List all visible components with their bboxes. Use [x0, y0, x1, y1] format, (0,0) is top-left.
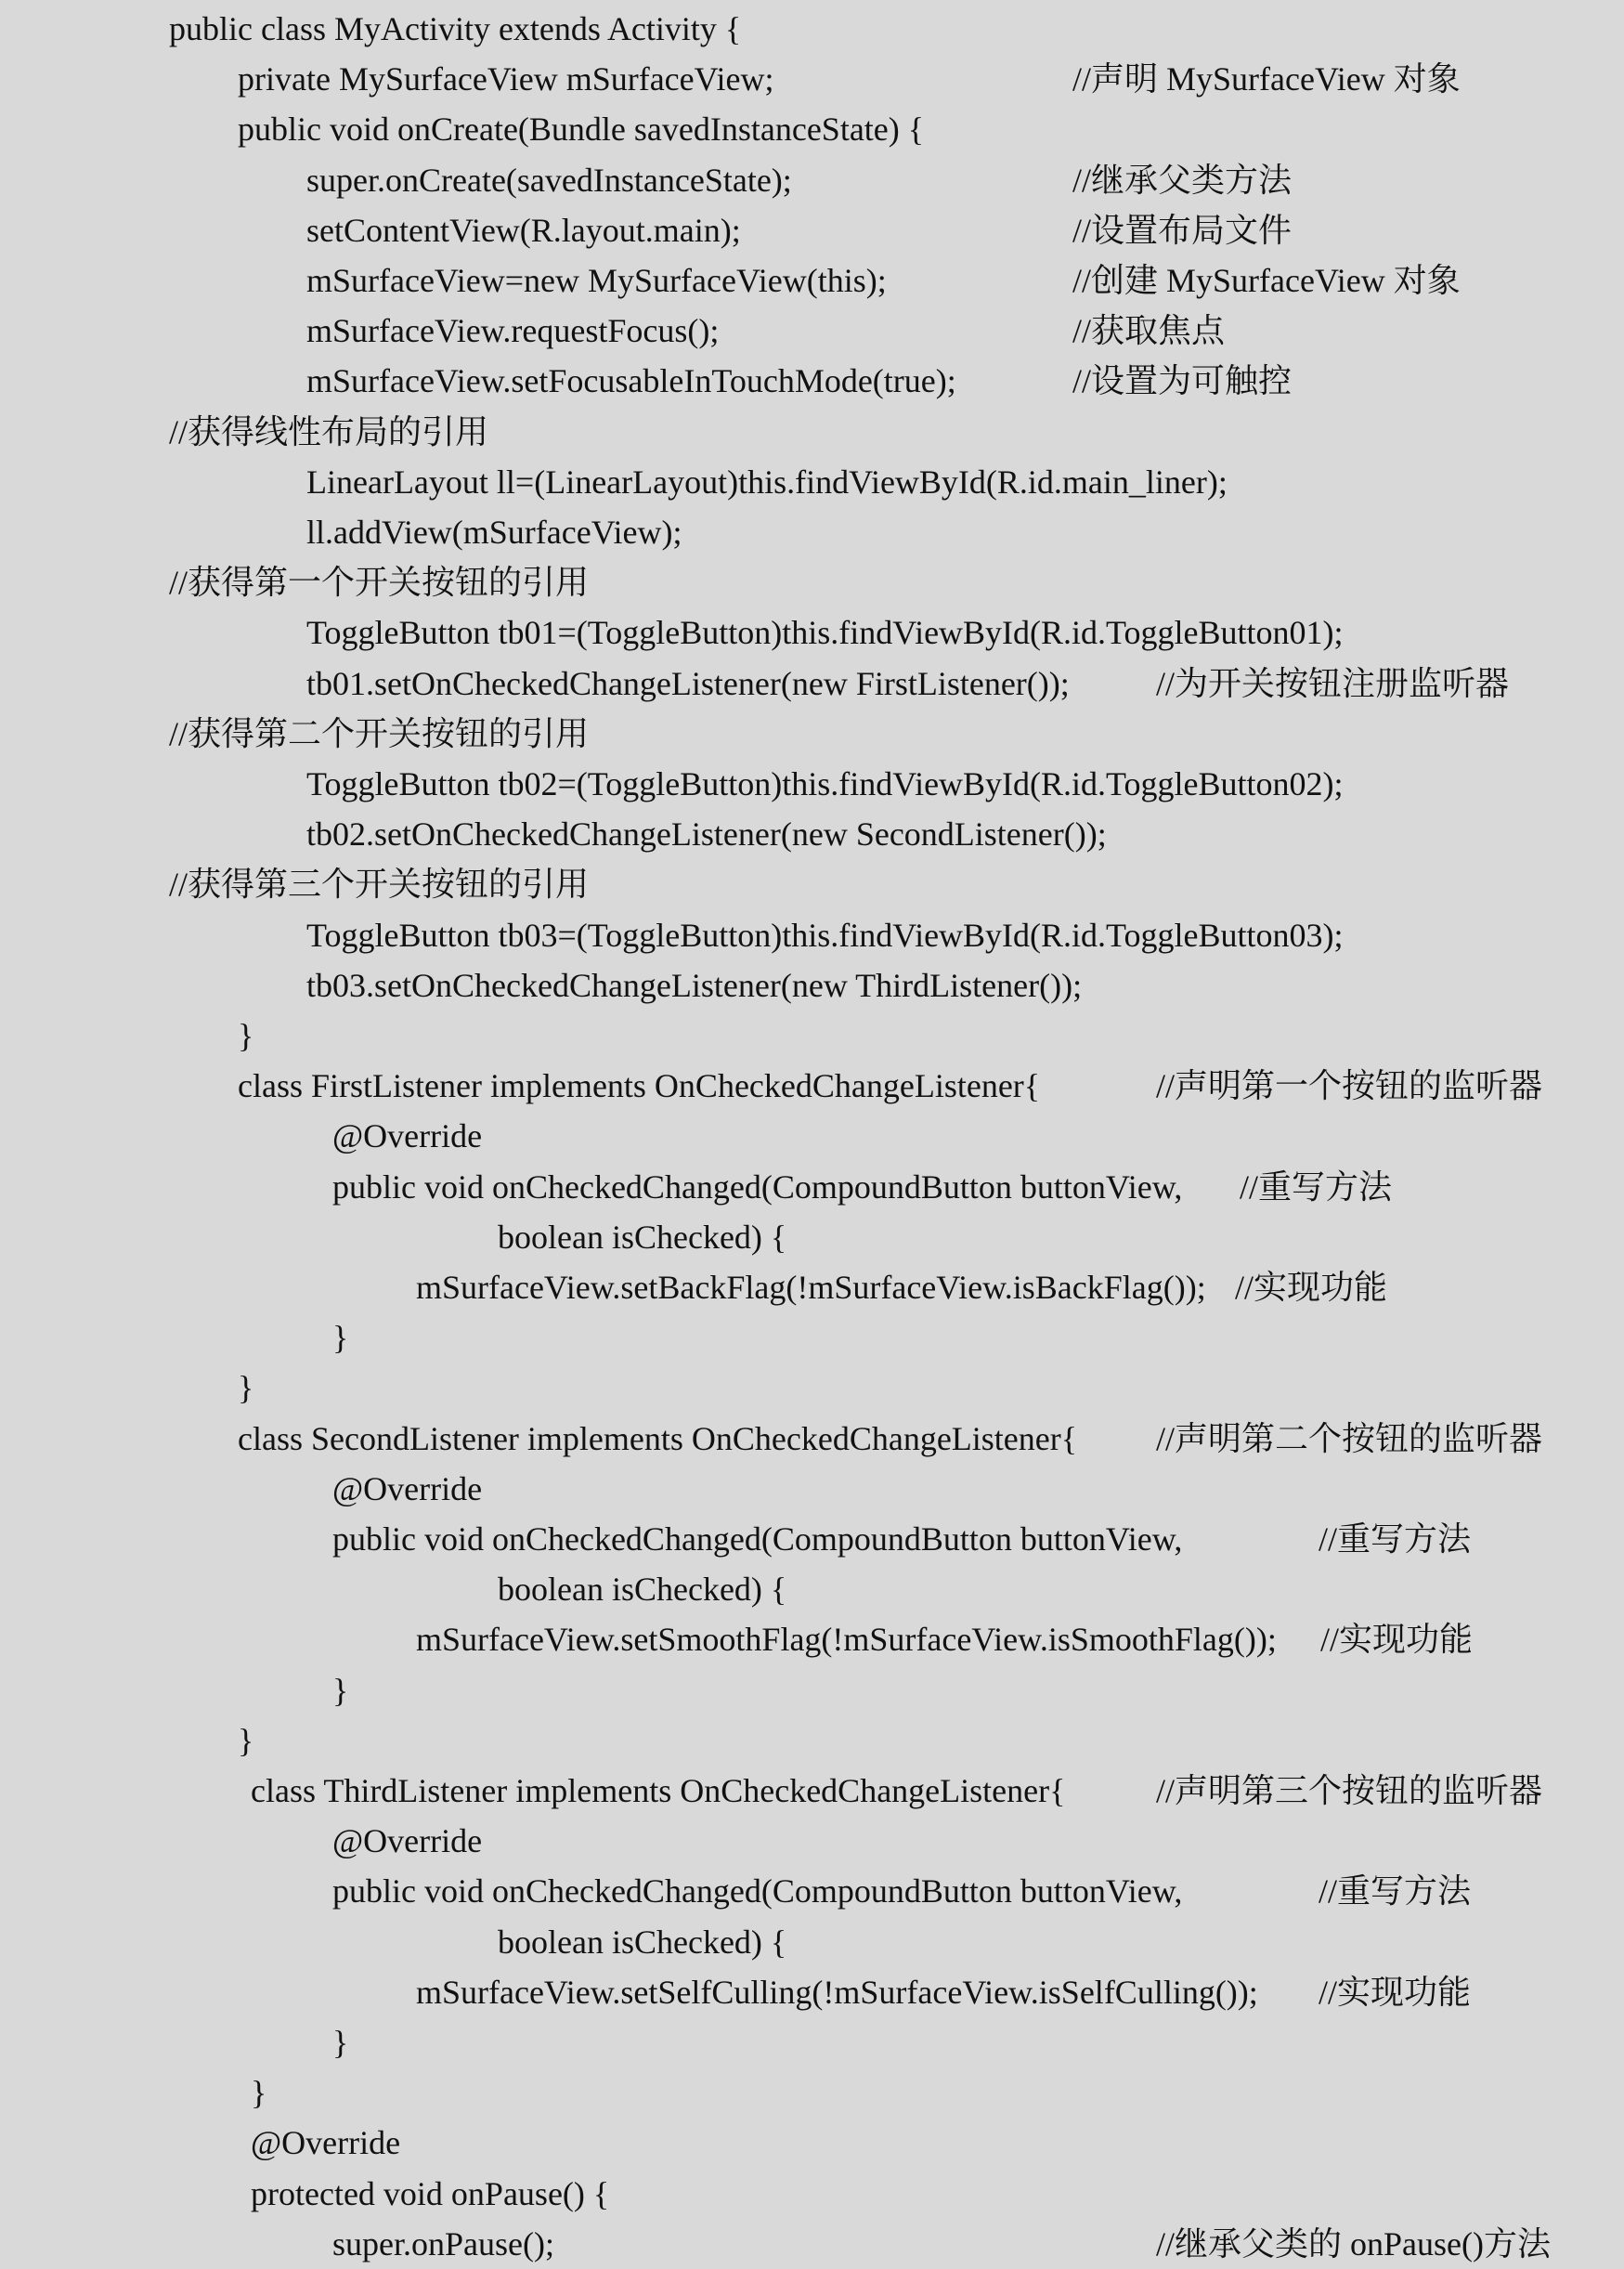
code-text: tb03.setOnCheckedChangeListener(new ThirdListener());	[306, 966, 1083, 1004]
code-text: setContentView(R.layout.main);	[306, 211, 741, 249]
code-line	[0, 2169, 1624, 2219]
code-line	[0, 607, 1624, 658]
code-text: @Override	[332, 1822, 483, 1860]
code-text: }	[332, 2024, 349, 2061]
code-line	[0, 1312, 1624, 1363]
code-comment: //获取焦点	[1072, 312, 1226, 350]
code-text: ToggleButton tb03=(ToggleButton)this.findViewById(R.id.ToggleButton03);	[306, 916, 1344, 954]
code-line	[0, 2118, 1624, 2168]
code-comment: //重写方法	[1319, 1520, 1472, 1558]
code-comment: //重写方法	[1319, 1872, 1472, 1910]
code-comment: //继承父类方法	[1072, 161, 1293, 199]
code-line	[0, 2067, 1624, 2118]
code-text: mSurfaceView.setBackFlag(!mSurfaceView.isBackFlag());	[416, 1269, 1206, 1306]
code-text: public void onCheckedChanged(CompoundButton buttonView,	[332, 1520, 1183, 1558]
code-comment: //继承父类的 onPause()方法	[1156, 2224, 1551, 2262]
code-text: class ThirdListener implements OnCheckedChangeListener{	[251, 1772, 1066, 1809]
code-line	[0, 1514, 1624, 1564]
code-comment: //实现功能	[1320, 1621, 1474, 1659]
code-line	[0, 1715, 1624, 1766]
code-text: @Override	[251, 2124, 401, 2162]
code-line	[0, 1011, 1624, 1061]
code-text: protected void onPause() {	[251, 2174, 610, 2212]
code-comment: //声明第二个按钮的监听器	[1156, 1419, 1543, 1457]
code-line	[0, 1816, 1624, 1866]
code-text: private MySurfaceView mSurfaceView;	[238, 60, 774, 98]
code-text: }	[332, 1671, 349, 1709]
code-line	[0, 255, 1624, 306]
code-line	[0, 1414, 1624, 1464]
code-text: mSurfaceView.requestFocus();	[306, 312, 720, 350]
code-comment: //声明 MySurfaceView 对象	[1072, 60, 1461, 98]
code-text: ll.addView(mSurfaceView);	[306, 514, 682, 551]
code-line	[0, 1061, 1624, 1111]
code-text: ToggleButton tb01=(ToggleButton)this.findViewById(R.id.ToggleButton01);	[306, 614, 1344, 652]
code-line	[0, 457, 1624, 507]
code-text: }	[332, 1319, 349, 1357]
code-text: boolean isChecked) {	[498, 1923, 787, 1961]
code-text: tb02.setOnCheckedChangeListener(new SecondListener());	[306, 815, 1107, 854]
code-text: super.onCreate(savedInstanceState);	[306, 161, 792, 199]
code-line	[0, 4, 1624, 54]
code-text: //获得第二个开关按钮的引用	[169, 714, 590, 752]
code-text: class FirstListener implements OnCheckedChangeListener{	[238, 1067, 1041, 1105]
code-line	[0, 557, 1624, 607]
code-line	[0, 1464, 1624, 1514]
code-line	[0, 659, 1624, 709]
code-line	[0, 1866, 1624, 1916]
code-line	[0, 709, 1624, 759]
code-text: //获得第一个开关按钮的引用	[169, 564, 590, 602]
code-comment: //创建 MySurfaceView 对象	[1072, 262, 1461, 299]
code-text: ToggleButton tb02=(ToggleButton)this.findViewById(R.id.ToggleButton02);	[306, 765, 1344, 802]
code-text: public void onCheckedChanged(CompoundButton buttonView,	[332, 1167, 1183, 1206]
code-text: @Override	[332, 1117, 483, 1155]
code-text: boolean isChecked) {	[498, 1571, 787, 1609]
code-comment: //实现功能	[1235, 1269, 1388, 1306]
code-text: }	[238, 1369, 254, 1407]
code-text: public void onCreate(Bundle savedInstanceState) {	[238, 111, 925, 149]
code-line	[0, 2017, 1624, 2067]
code-line	[0, 1212, 1624, 1262]
code-text: LinearLayout ll=(LinearLayout)this.findViewById(R.id.main_liner);	[306, 463, 1228, 501]
code-line	[0, 1967, 1624, 2017]
code-line	[0, 104, 1624, 154]
code-text: mSurfaceView.setSmoothFlag(!mSurfaceView.isSmoothFlag());	[416, 1621, 1277, 1659]
code-line	[0, 809, 1624, 859]
code-text: tb01.setOnCheckedChangeListener(new FirstListener());	[306, 664, 1070, 702]
code-text: public void onCheckedChanged(CompoundButton buttonView,	[332, 1872, 1183, 1910]
code-line	[0, 1665, 1624, 1715]
code-text: mSurfaceView.setSelfCulling(!mSurfaceView.isSelfCulling());	[416, 1973, 1258, 2011]
code-line	[0, 155, 1624, 205]
code-text: }	[238, 1017, 254, 1054]
code-line	[0, 306, 1624, 356]
code-text: @Override	[332, 1469, 483, 1507]
code-line	[0, 2219, 1624, 2269]
code-text: mSurfaceView=new MySurfaceView(this);	[306, 262, 887, 299]
code-comment: //设置布局文件	[1072, 211, 1293, 249]
code-line	[0, 1564, 1624, 1614]
code-line	[0, 205, 1624, 255]
code-text: super.onPause();	[332, 2224, 554, 2262]
code-text: //获得线性布局的引用	[169, 412, 489, 450]
code-line	[0, 1111, 1624, 1161]
code-comment: //为开关按钮注册监听器	[1156, 664, 1510, 702]
code-line	[0, 1363, 1624, 1413]
code-comment: //设置为可触控	[1072, 362, 1293, 400]
code-comment: //声明第三个按钮的监听器	[1156, 1772, 1543, 1809]
code-comment: //声明第一个按钮的监听器	[1156, 1067, 1543, 1105]
code-text: //获得第三个开关按钮的引用	[169, 866, 590, 904]
code-comment: //重写方法	[1240, 1167, 1393, 1206]
code-line	[0, 960, 1624, 1011]
code-line	[0, 1162, 1624, 1212]
code-line	[0, 356, 1624, 406]
code-line	[0, 507, 1624, 557]
code-line	[0, 1917, 1624, 1967]
code-line	[0, 407, 1624, 457]
code-line	[0, 54, 1624, 104]
code-line	[0, 1614, 1624, 1664]
code-text: mSurfaceView.setFocusableInTouchMode(true);	[306, 362, 956, 400]
code-text: boolean isChecked) {	[498, 1218, 787, 1256]
code-text: }	[238, 1721, 254, 1759]
code-line	[0, 759, 1624, 809]
code-text: }	[251, 2074, 267, 2112]
code-line	[0, 859, 1624, 909]
code-text: public class MyActivity extends Activity {	[169, 10, 742, 47]
code-line	[0, 1262, 1624, 1312]
code-text: class SecondListener implements OnCheckedChangeListener{	[238, 1419, 1078, 1457]
code-line	[0, 910, 1624, 960]
code-line	[0, 1766, 1624, 1816]
code-comment: //实现功能	[1319, 1973, 1472, 2011]
